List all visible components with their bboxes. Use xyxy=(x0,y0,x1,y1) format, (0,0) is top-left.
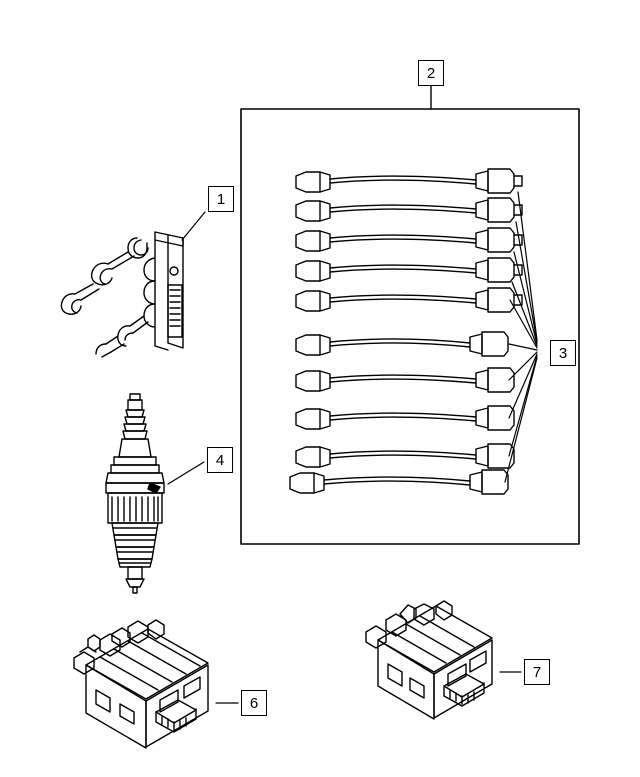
ignition-coil-pack-right xyxy=(366,601,521,719)
callout-2-label: 2 xyxy=(426,64,436,82)
callout-3-label: 3 xyxy=(558,344,568,362)
callout-6[interactable] xyxy=(241,690,267,716)
leader-4 xyxy=(168,462,204,484)
callout-6-label: 6 xyxy=(249,694,259,712)
spark-plug-wire-retainer-bracket xyxy=(61,212,205,357)
ignition-coil-pack-left xyxy=(74,620,238,748)
callout-7-label: 7 xyxy=(532,663,542,681)
callout-2[interactable] xyxy=(418,60,444,86)
spark-plug xyxy=(106,394,204,593)
callout-1[interactable] xyxy=(208,186,234,212)
callout-4[interactable] xyxy=(207,447,233,473)
callout-1-label: 1 xyxy=(216,190,226,208)
callout-7[interactable] xyxy=(524,659,550,685)
callout-3[interactable] xyxy=(550,340,576,366)
callout-4-label: 4 xyxy=(215,451,225,469)
leader-1 xyxy=(182,212,205,240)
cable-set-group-box xyxy=(241,109,579,544)
